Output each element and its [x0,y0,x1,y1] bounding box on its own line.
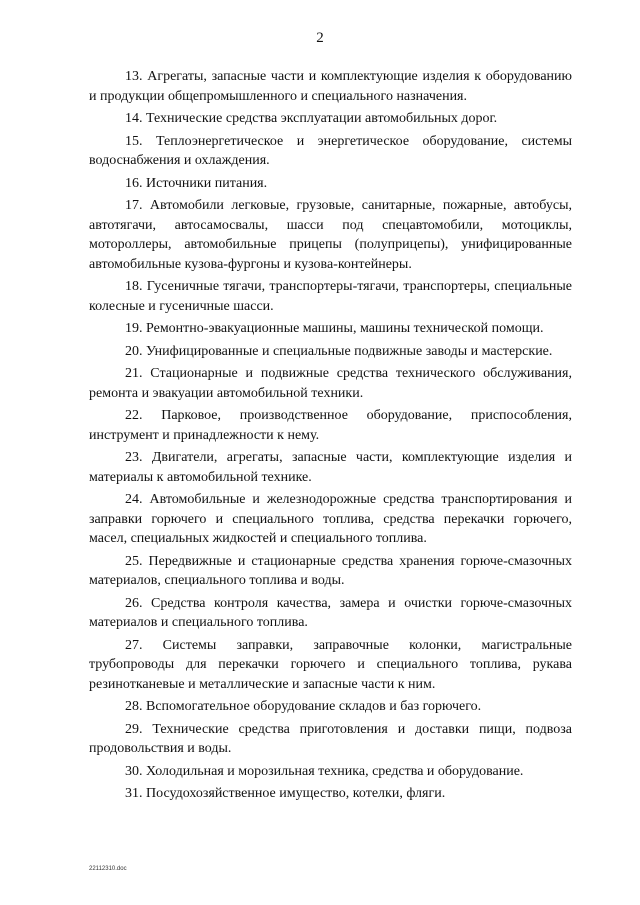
list-item: 23. Двигатели, агрегаты, запасные части, комплектующие изделия и материалы к автомобильной технике. [89,450,572,485]
list-item: 21. Стационарные и подвижные средства технического обслуживания, ремонта и эвакуации автомобильной техники. [89,366,572,401]
list-item: 22. Парковое, производственное оборудование, приспособления, инструмент и принадлежности к нему. [89,408,572,443]
list-item: 28. Вспомогательное оборудование складов и баз горючего. [125,699,482,714]
list-item: 13. Агрегаты, запасные части и комплектующие изделия к оборудованию и продукции общепромышленного и специального назначения. [89,69,572,104]
list-item: 15. Теплоэнергетическое и энергетическое оборудование, системы водоснабжения и охлаждения. [89,133,572,168]
list-item: 26. Средства контроля качества, замера и очистки горюче-смазочных материалов и специального топлива. [89,595,572,630]
list-item: 16. Источники питания. [125,175,268,191]
list-item: 20. Унифицированные и специальные подвижные заводы и мастерские. [125,343,553,359]
list-item: 30. Холодильная и морозильная техника, средства и оборудование. [125,763,524,779]
footer-file-code: 22112310.doc [89,866,127,872]
list-item: 25. Передвижные и стационарные средства хранения горюче-смазочных материалов, специального топлива и воды. [89,553,572,588]
list-item: 24. Автомобильные и железнодорожные средства транспортирования и заправки горючего и специального топлива, средства перекачки горючего, масел, специальных жидкостей и специального топлива. [89,492,572,546]
document-body [89,67,572,807]
list-item: 29. Технические средства приготовления и доставки пищи, подвоза продовольствия и воды. [89,721,572,756]
list-item: 18. Гусеничные тягачи, транспортеры-тягачи, транспортеры, специальные колесные и гусеничные шасси. [89,279,572,314]
list-item: 14. Технические средства эксплуатации автомобильных дорог. [125,111,498,126]
list-item: 27. Системы заправки, заправочные колонки, магистральные трубопроводы для перекачки горючего и специального топлива, рукава резинотканевые и металлические и запасные части к ним. [89,637,572,692]
page-number: 2 [316,30,324,46]
list-item: 17. Автомобили легковые, грузовые, санитарные, пожарные, автобусы, автотягачи, автосамосвалы, шасси под спецавтомобили, мотоциклы, мотороллеры, автомобильные прицепы (полуприцепы), унифицированные автомобильные кузова-фургоны и кузова-контейнеры. [89,198,572,272]
list-item: 31. Посудохозяйственное имущество, котелки, фляги. [125,786,446,801]
list-item: 19. Ремонтно-эвакуационные машины, машины технической помощи. [125,321,544,336]
